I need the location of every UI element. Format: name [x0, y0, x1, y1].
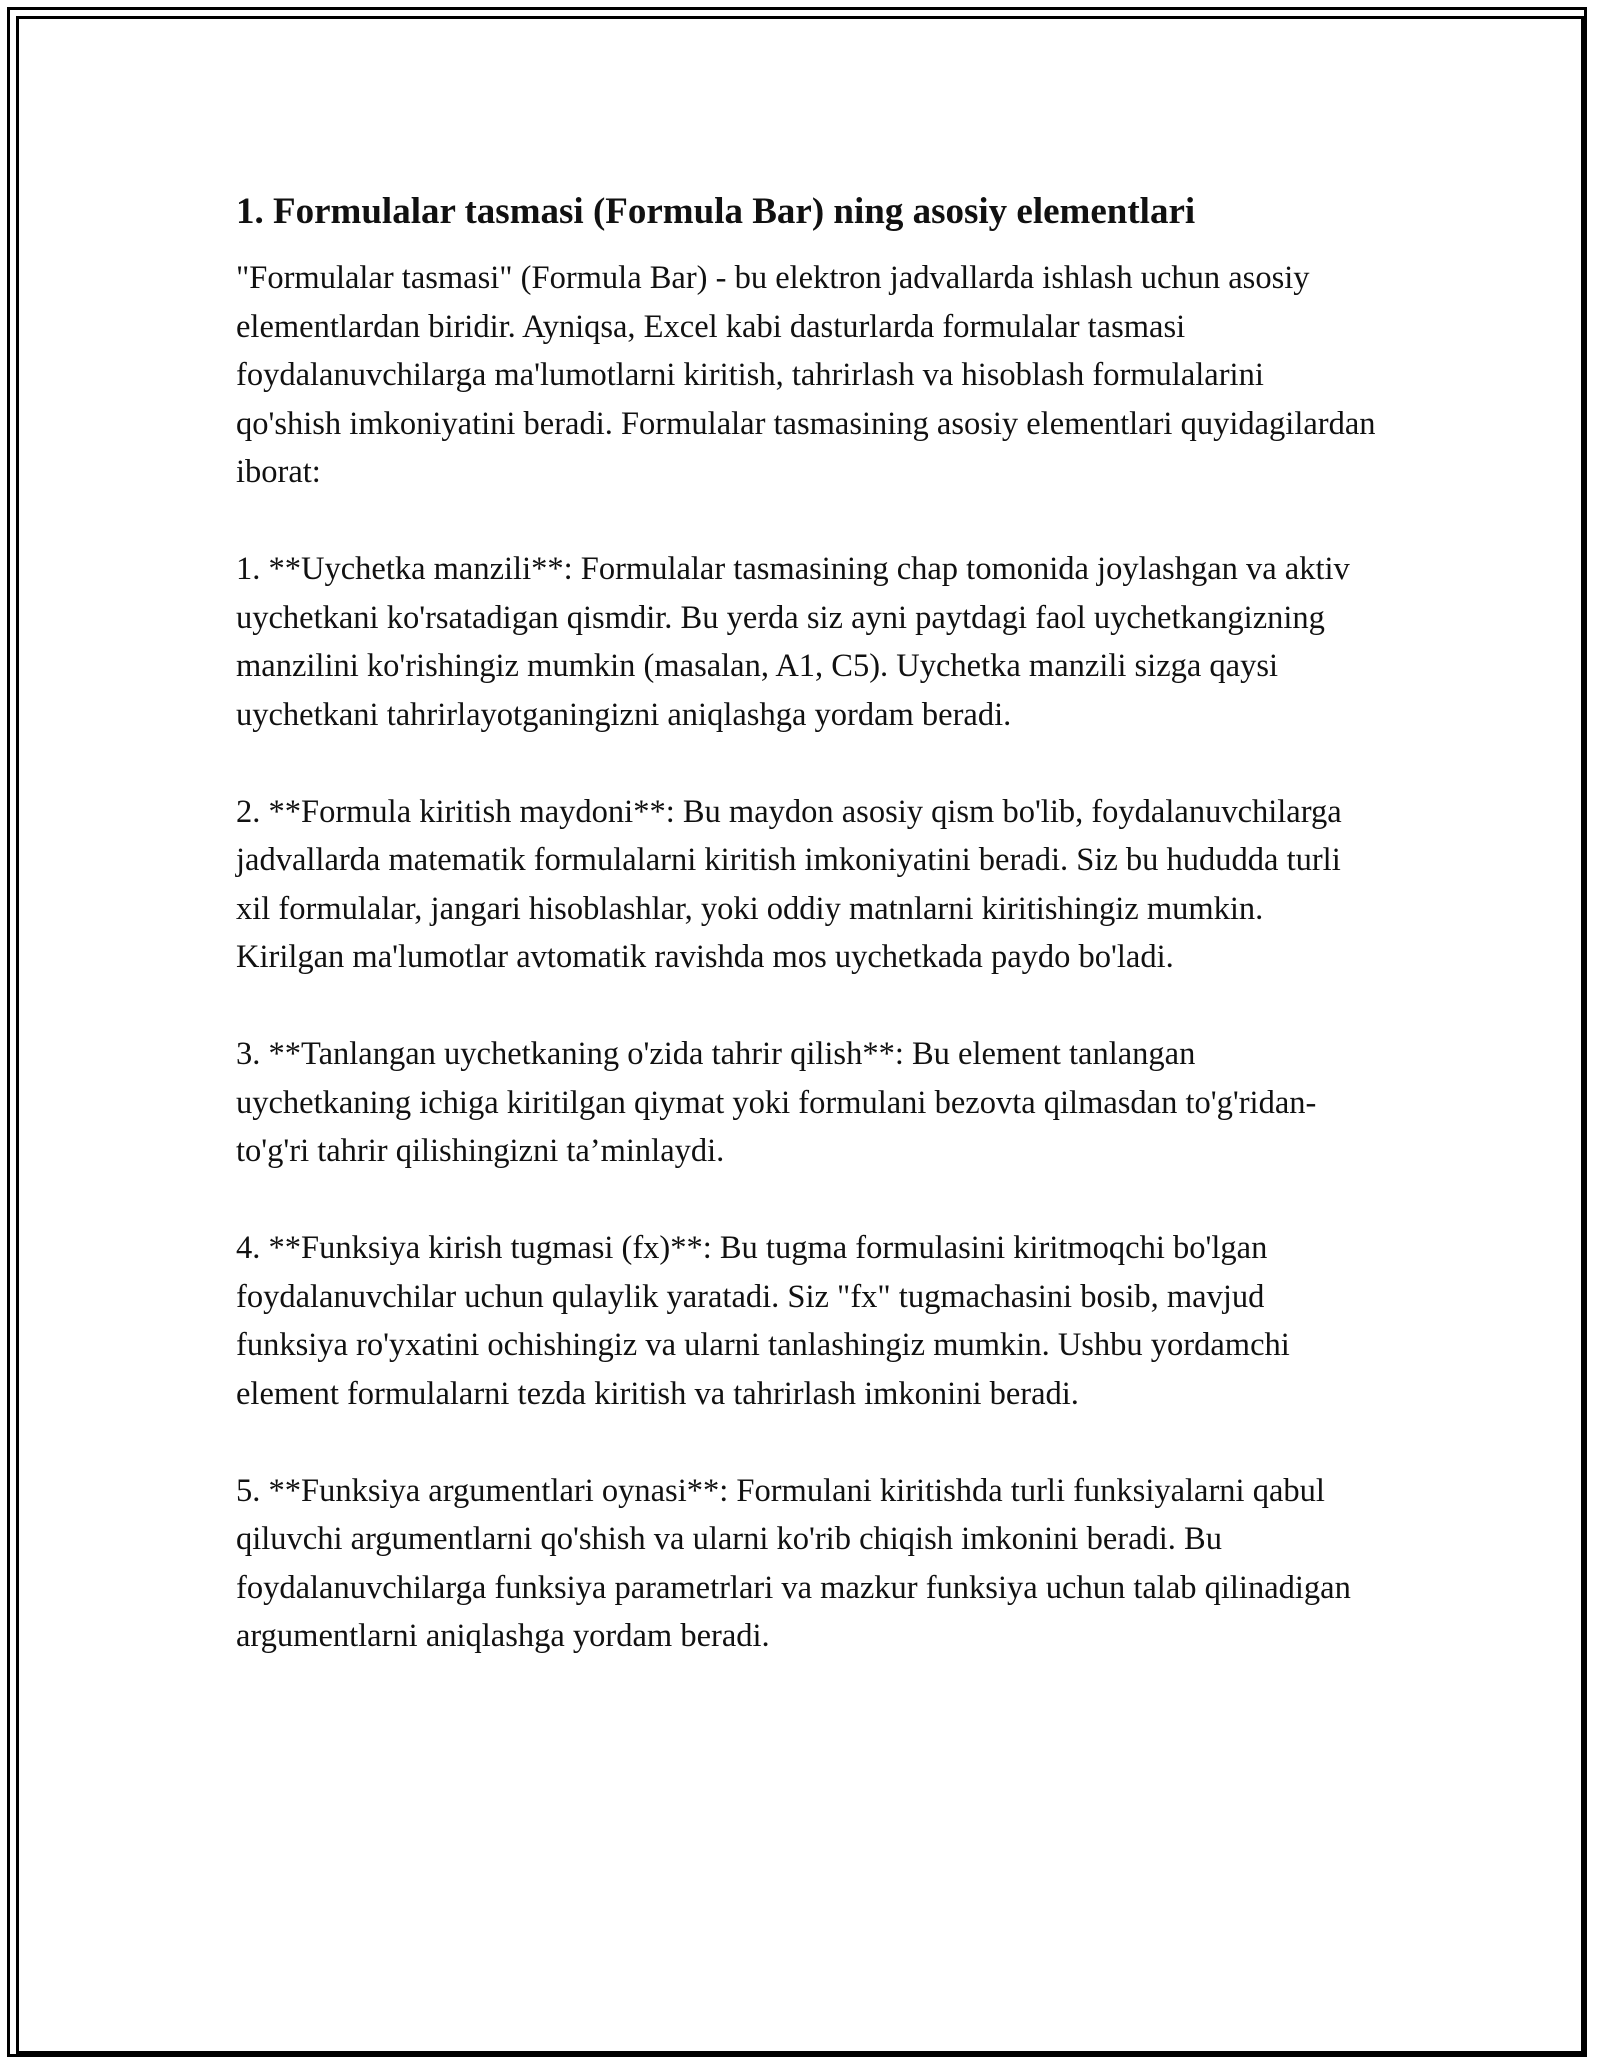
list-item: 2. **Formula kiritish maydoni**: Bu maydon asosiy qism bo'lib, foydalanuvchilarga jadvallarda matematik formulalarni kiritish imkoniyatini beradi. Siz bu hududda turli xil formulalar, jangari hisoblashlar, yoki oddiy matnlarni kiritishingiz mumkin. Kirilgan ma'lumotlar avtomatik ravishda mos uychetkada paydo bo'ladi.: [236, 793, 1342, 975]
list-item: 3. **Tanlangan uychetkaning o'zida tahrir qilish**: Bu element tanlangan uychetkaning ichiga kiritilgan qiymat yoki formulani bezovta qilmasdan to'g'ridan-to'g'ri tahrir qilishingizni ta’minlaydi.: [236, 1036, 1317, 1169]
list-item: 1. **Uychetka manzili**: Formulalar tasmasining chap tomonida joylashgan va aktiv uychetkani ko'rsatadigan qismdir. Bu yerda siz ayni paytdagi faol uychetkangizning manzilini ko'rishingiz mumkin (masalan, A1, C5). Uychetka manzili sizga qaysi uychetkani tahrirlayotganingizni aniqlashga yordam beradi.: [236, 551, 1350, 733]
list-item: 4. **Funksiya kirish tugmasi (fx)**: Bu tugma formulasini kiritmoqchi bo'lgan foydalanuvchilar uchun qulaylik yaratadi. Siz "fx" tugmachasini bosib, mavjud funksiya ro'yxatini ochishingiz va ularni tanlashingiz mumkin. Ushbu yordamchi element formulalarni tezda kiritish va tahrirlash imkonini beradi.: [236, 1230, 1290, 1412]
document-body: [236, 186, 1376, 1661]
intro-paragraph: "Formulalar tasmasi" (Formula Bar) - bu elektron jadvallarda ishlash uchun asosiy elementlardan biridir. Ayniqsa, Excel kabi dasturlarda formulalar tasmasi foydalanuvchilarga ma'lumotlarni kiritish, tahrirlash va hisoblash formulalarini qo'shish imkoniyatini beradi. Formulalar tasmasining asosiy elementlari quyidagilardan iborat:: [236, 260, 1376, 490]
page-title: 1. Formulalar tasmasi (Formula Bar) ning asosiy elementlari: [236, 191, 1196, 232]
list-item: 5. **Funksiya argumentlari oynasi**: Formulani kiritishda turli funksiyalarni qabul qiluvchi argumentlarni qo'shish va ularni ko'rib chiqish imkonini beradi. Bu foydalanuvchilarga funksiya parametrlari va mazkur funksiya uchun talab qilinadigan argumentlarni aniqlashga yordam beradi.: [236, 1472, 1351, 1654]
